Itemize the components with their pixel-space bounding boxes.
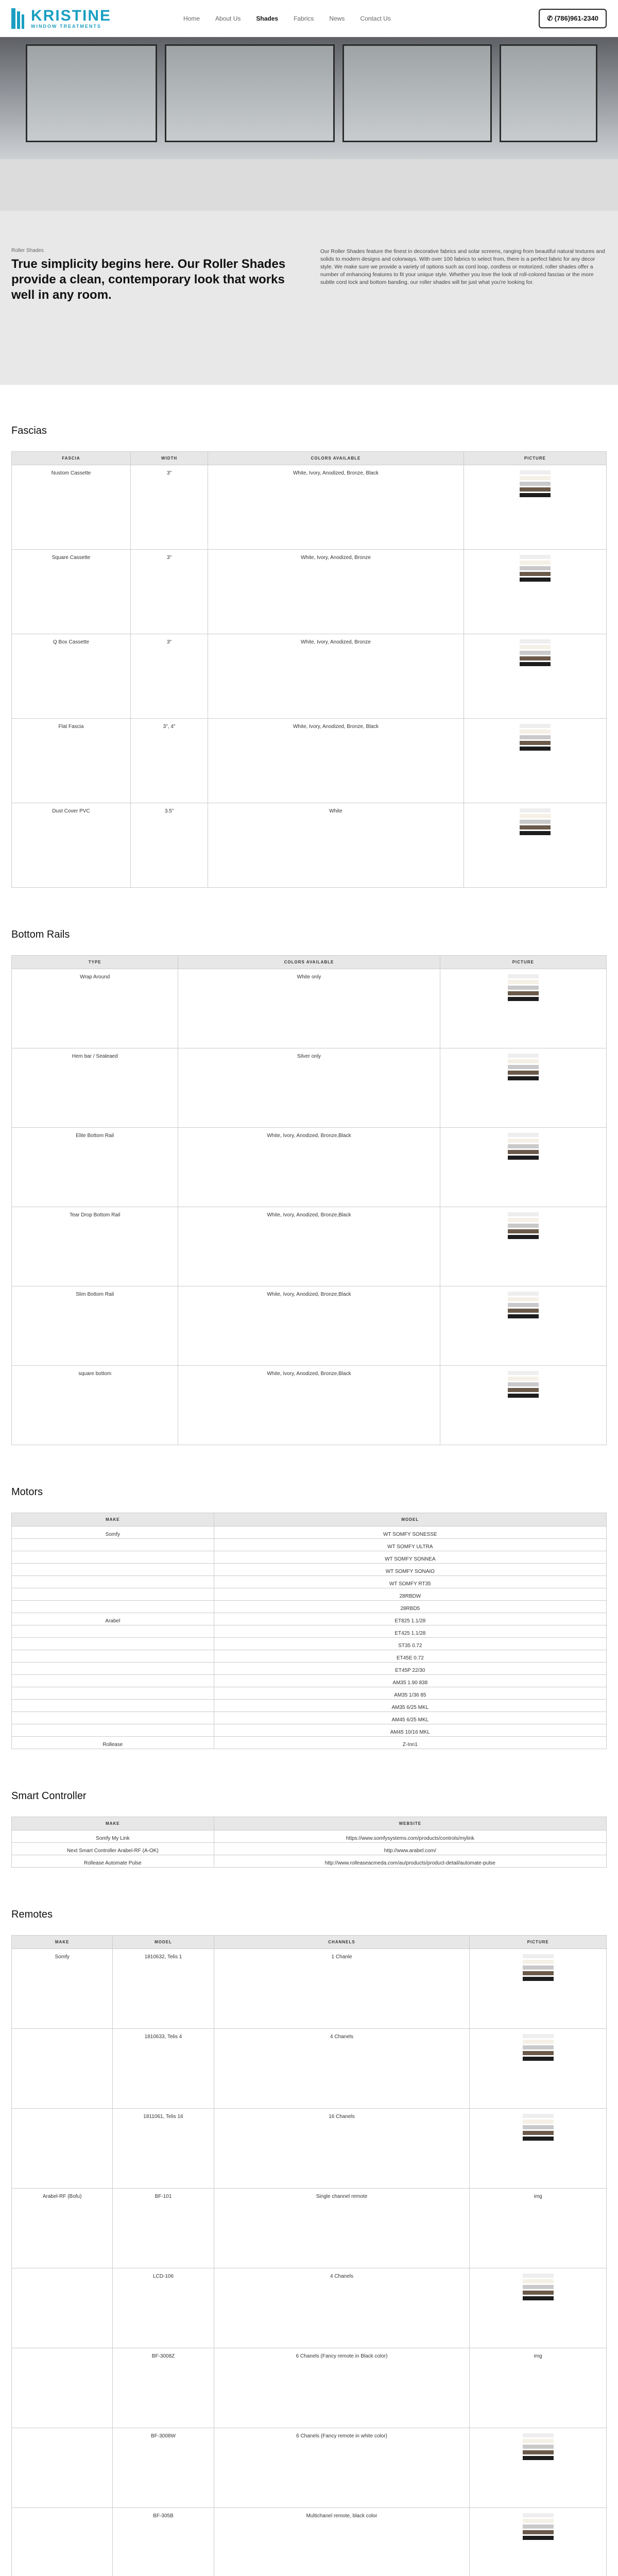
- table-row: [12, 2029, 607, 2109]
- table-cell-make: Somfy: [12, 1949, 113, 2029]
- table-cell-channels: Single channel remote: [214, 2189, 470, 2268]
- section-title: Bottom Rails: [11, 929, 70, 940]
- column-header: PICTURE: [470, 1936, 607, 1949]
- table-row: [12, 2348, 607, 2428]
- product-image: [440, 1286, 606, 1366]
- brand-logo[interactable]: [11, 8, 111, 29]
- column-header: COLORS AVAILABLE: [208, 452, 464, 465]
- table-cell-colors: White, Ivory, Anodized, Bronze,Black: [178, 1286, 440, 1366]
- table-cell-make: [12, 1650, 214, 1663]
- table-cell-channels: 1 Chanle: [214, 1949, 470, 2029]
- table-cell-channels: 16 Chanels: [214, 2109, 470, 2189]
- table-cell-site: http://www.arabel.com/: [214, 1843, 606, 1855]
- site-header: [0, 0, 618, 37]
- product-image: [440, 1128, 606, 1207]
- page-heading: True simplicity begins here. Our Roller Shades provide a clean, contemporary look that works well in any room.: [11, 257, 286, 302]
- table-cell-channels: 6 Chanels (Fancy remote in white color): [214, 2428, 470, 2508]
- motors-table: [11, 1513, 607, 1749]
- table-cell-make: [12, 1638, 214, 1650]
- table-row: [12, 2109, 607, 2189]
- table-cell-colors: Silver only: [178, 1048, 440, 1128]
- product-swatch: [440, 1133, 606, 1160]
- table-cell-make: [12, 1663, 214, 1675]
- column-header: MAKE: [12, 1936, 113, 1949]
- product-image: img: [470, 2189, 607, 2268]
- table-row: [12, 719, 607, 803]
- product-swatch: [464, 639, 606, 666]
- nav-item-home[interactable]: Home: [183, 14, 200, 22]
- product-image: [440, 969, 606, 1048]
- product-image: [464, 803, 606, 888]
- table-cell-make: [12, 2029, 113, 2109]
- table-row: [12, 1048, 607, 1128]
- table-row: [12, 1831, 607, 1843]
- product-swatch: [440, 1054, 606, 1080]
- table-cell-model: 28RBDW: [214, 1588, 606, 1601]
- table-cell-channels: 4 Chanels: [214, 2268, 470, 2348]
- table-cell-make: [12, 1724, 214, 1737]
- table-row: [12, 1286, 607, 1366]
- table-cell-model: BF-3008Z: [113, 2348, 214, 2428]
- table-row: [12, 1638, 607, 1650]
- table-cell-model: ET45E 0.72: [214, 1650, 606, 1663]
- table-cell-name: Q Box Cassette: [12, 634, 131, 719]
- main-nav: [183, 15, 391, 22]
- table-row: [12, 1207, 607, 1286]
- table-row: [12, 1949, 607, 2029]
- table-cell-model: Z-Inn1: [214, 1737, 606, 1749]
- product-image: [464, 634, 606, 719]
- nav-item-fabrics[interactable]: Fabrics: [294, 14, 314, 22]
- remotes-section: [0, 1888, 618, 2576]
- product-image: [440, 1207, 606, 1286]
- table-cell-model: WT SOMFY RT35: [214, 1576, 606, 1588]
- column-header: WEBSITE: [214, 1817, 606, 1831]
- table-cell-channels: Multichanel remote, black color: [214, 2508, 470, 2576]
- table-row: [12, 2508, 607, 2576]
- product-image: [464, 719, 606, 803]
- column-header: TYPE: [12, 956, 178, 969]
- nav-item-shades[interactable]: Shades: [256, 14, 279, 22]
- product-image: [440, 1048, 606, 1128]
- logo-mark-icon: [11, 8, 28, 29]
- table-cell-make: [12, 1675, 214, 1687]
- product-image: [470, 2029, 607, 2109]
- table-row: [12, 1700, 607, 1712]
- column-header: PICTURE: [440, 956, 606, 969]
- table-cell-make: Arabel-RF (Bofu): [12, 2189, 113, 2268]
- table-cell-make: Next Smart Controller Arabel-RF (A-OK): [12, 1843, 214, 1855]
- table-cell-make: Arabel: [12, 1613, 214, 1625]
- table-row: [12, 1564, 607, 1576]
- table-cell-name: Square Cassette: [12, 550, 131, 634]
- phone-button[interactable]: ✆ (786)961-2340: [539, 9, 607, 28]
- table-cell-name: Hem bar / Sealeaed: [12, 1048, 178, 1128]
- table-cell-make: [12, 2508, 113, 2576]
- table-row: [12, 1737, 607, 1749]
- table-row: [12, 2428, 607, 2508]
- nav-item-news[interactable]: News: [329, 14, 345, 22]
- column-header: CHANNELS: [214, 1936, 470, 1949]
- table-cell-make: [12, 1625, 214, 1638]
- table-row: [12, 1613, 607, 1625]
- table-cell-model: WT SOMFY SONNEA: [214, 1551, 606, 1564]
- table-cell-width: 3": [131, 550, 208, 634]
- table-cell-model: ST35 0.72: [214, 1638, 606, 1650]
- table-row: [12, 1855, 607, 1868]
- column-header: COLORS AVAILABLE: [178, 956, 440, 969]
- product-swatch: [470, 2034, 606, 2061]
- table-cell-width: 3", 4": [131, 719, 208, 803]
- table-cell-model: AM45 10/16 MKL: [214, 1724, 606, 1737]
- table-cell-site: https://www.somfysystems.com/products/controls/mylink: [214, 1831, 606, 1843]
- table-cell-make: [12, 2109, 113, 2189]
- product-image: [440, 1366, 606, 1445]
- table-row: [12, 550, 607, 634]
- intro-text: Our Roller Shades feature the finest in decorative fabrics and solar screens, ranging from beautiful natural textures and solids to modern designs and colorways. With over 100 fabrics to select from, there is a perfect fabric for any decor style. We make sure we provide a variety of options such as cord loop, cordless or motorized. roller shades offer a number of enhancing features to fit your unique style. Whether you love the look of roll-colored fascias or the more subtle cord lock and bottom banding, our roller shades will be just what you're looking for.: [320, 248, 605, 285]
- table-cell-model: BF-3008W: [113, 2428, 214, 2508]
- nav-item-contact-us[interactable]: Contact Us: [360, 14, 391, 22]
- fascias-table: [11, 451, 607, 888]
- table-cell-channels: 6 Chanels (Fancy remote in Black color): [214, 2348, 470, 2428]
- table-row: [12, 1663, 607, 1675]
- table-row: [12, 1675, 607, 1687]
- product-swatch: [470, 2433, 606, 2460]
- table-cell-model: WT SOMFY ULTRA: [214, 1539, 606, 1551]
- product-swatch: [464, 808, 606, 835]
- product-swatch: [470, 2274, 606, 2300]
- table-cell-model: 28RBD5: [214, 1601, 606, 1613]
- table-cell-colors: White, Ivory, Anodized, Bronze,Black: [178, 1207, 440, 1286]
- table-row: [12, 1712, 607, 1724]
- product-image: [464, 550, 606, 634]
- table-cell-channels: 4 Chanels: [214, 2029, 470, 2109]
- section-title: Motors: [11, 1486, 43, 1498]
- product-swatch: [470, 2114, 606, 2141]
- product-image: [470, 1949, 607, 2029]
- table-cell-make: [12, 1687, 214, 1700]
- table-cell-model: LCD-106: [113, 2268, 214, 2348]
- bottom-rails-table: [11, 955, 607, 1445]
- table-row: [12, 1650, 607, 1663]
- table-cell-model: AM45 6/25 MKL: [214, 1712, 606, 1724]
- table-cell-make: Rollease: [12, 1737, 214, 1749]
- table-cell-model: AM35 1/36 85: [214, 1687, 606, 1700]
- table-cell-name: Flat Fascia: [12, 719, 131, 803]
- table-cell-make: [12, 1539, 214, 1551]
- product-swatch: [470, 1954, 606, 1981]
- table-row: [12, 2268, 607, 2348]
- product-swatch: [440, 1371, 606, 1398]
- remotes-table: [11, 1935, 607, 2576]
- fascias-section: [0, 385, 618, 908]
- section-title: Fascias: [11, 425, 47, 436]
- table-cell-make: [12, 1601, 214, 1613]
- section-title: Smart Controller: [11, 1790, 87, 1802]
- product-swatch: [440, 974, 606, 1001]
- table-cell-colors: White, Ivory, Anodized, Bronze, Black: [208, 719, 464, 803]
- table-row: [12, 1576, 607, 1588]
- table-cell-model: AM35 6/25 MKL: [214, 1700, 606, 1712]
- table-cell-name: Nustom Cassette: [12, 465, 131, 550]
- table-cell-model: BF-101: [113, 2189, 214, 2268]
- table-cell-colors: White, Ivory, Anodized, Bronze: [208, 550, 464, 634]
- product-swatch: [464, 724, 606, 751]
- product-swatch: [464, 470, 606, 497]
- table-row: [12, 1687, 607, 1700]
- table-cell-make: [12, 2348, 113, 2428]
- table-cell-make: [12, 1576, 214, 1588]
- table-cell-name: Dust Cover PVC: [12, 803, 131, 888]
- column-header: WIDTH: [131, 452, 208, 465]
- table-row: [12, 803, 607, 888]
- table-cell-name: Slim Bottom Rail: [12, 1286, 178, 1366]
- table-row: [12, 1539, 607, 1551]
- motors-section: [0, 1466, 618, 1770]
- product-image: [470, 2428, 607, 2508]
- intro-section: [0, 211, 618, 385]
- column-header: MAKE: [12, 1817, 214, 1831]
- table-row: [12, 1724, 607, 1737]
- column-header: PICTURE: [464, 452, 606, 465]
- table-cell-name: square bottom: [12, 1366, 178, 1445]
- table-row: [12, 1128, 607, 1207]
- table-row: [12, 1601, 607, 1613]
- table-row: [12, 1366, 607, 1445]
- table-row: [12, 1527, 607, 1539]
- brand-name: KRISTINE: [31, 7, 112, 24]
- table-cell-colors: White, Ivory, Anodized, Bronze,Black: [178, 1366, 440, 1445]
- table-cell-make: [12, 1700, 214, 1712]
- table-cell-name: Wrap Around: [12, 969, 178, 1048]
- table-cell-model: ET825 1.1/28: [214, 1613, 606, 1625]
- table-cell-model: WT SOMFY SONESSE: [214, 1527, 606, 1539]
- bottom-rails-section: [0, 908, 618, 1466]
- table-cell-make: [12, 1712, 214, 1724]
- table-cell-make: [12, 1564, 214, 1576]
- product-image: [470, 2109, 607, 2189]
- table-cell-make: [12, 1551, 214, 1564]
- column-header: FASCIA: [12, 452, 131, 465]
- table-cell-model: BF-305B: [113, 2508, 214, 2576]
- table-cell-width: 3.5": [131, 803, 208, 888]
- product-image: [470, 2268, 607, 2348]
- nav-item-about-us[interactable]: About Us: [215, 14, 241, 22]
- column-header: MODEL: [113, 1936, 214, 1949]
- table-cell-colors: White only: [178, 969, 440, 1048]
- table-cell-make: Somfy My Link: [12, 1831, 214, 1843]
- product-swatch: [440, 1292, 606, 1318]
- table-cell-make: [12, 2268, 113, 2348]
- table-cell-model: AM35 1.90 838: [214, 1675, 606, 1687]
- table-cell-model: ET45P 22/30: [214, 1663, 606, 1675]
- table-cell-name: Elite Bottom Rail: [12, 1128, 178, 1207]
- table-row: [12, 1588, 607, 1601]
- product-image: img: [470, 2348, 607, 2428]
- product-swatch: [464, 555, 606, 582]
- table-cell-width: 3": [131, 634, 208, 719]
- table-cell-model: 1811061, Telis 16: [113, 2109, 214, 2189]
- table-row: [12, 465, 607, 550]
- product-image: [464, 465, 606, 550]
- smart-controller-section: [0, 1770, 618, 1888]
- table-cell-site: http://www.rolleaseacmeda.com/au/products/product-detail/automate-pulse: [214, 1855, 606, 1868]
- table-cell-make: Rollease Automate Pulse: [12, 1855, 214, 1868]
- smart-controller-table: [11, 1817, 607, 1868]
- table-cell-model: WT SOMFY SONAIO: [214, 1564, 606, 1576]
- brand-tagline: WINDOW TREATMENTS: [31, 23, 101, 29]
- table-cell-model: 1810632, Telis 1: [113, 1949, 214, 2029]
- table-row: [12, 1625, 607, 1638]
- table-cell-colors: White, Ivory, Anodized, Bronze: [208, 634, 464, 719]
- table-cell-colors: White, Ivory, Anodized, Bronze,Black: [178, 1128, 440, 1207]
- table-row: [12, 1843, 607, 1855]
- table-cell-make: Somfy: [12, 1527, 214, 1539]
- table-cell-make: [12, 1588, 214, 1601]
- section-title: Remotes: [11, 1909, 53, 1920]
- table-cell-colors: White: [208, 803, 464, 888]
- breadcrumb[interactable]: Roller Shades: [11, 248, 44, 253]
- table-cell-colors: White, Ivory, Anodized, Bronze, Black: [208, 465, 464, 550]
- column-header: MAKE: [12, 1513, 214, 1527]
- table-row: [12, 969, 607, 1048]
- product-swatch: [470, 2513, 606, 2540]
- table-cell-model: ET425 1.1/28: [214, 1625, 606, 1638]
- table-cell-model: 1810633, Telis 4: [113, 2029, 214, 2109]
- table-row: [12, 1551, 607, 1564]
- table-row: [12, 2189, 607, 2268]
- table-cell-width: 3": [131, 465, 208, 550]
- column-header: MODEL: [214, 1513, 606, 1527]
- table-cell-make: [12, 2428, 113, 2508]
- product-image: [470, 2508, 607, 2576]
- product-swatch: [440, 1212, 606, 1239]
- table-row: [12, 634, 607, 719]
- phone-number: (786)961-2340: [554, 14, 598, 22]
- table-cell-name: Tear Drop Bottom Rail: [12, 1207, 178, 1286]
- hero-image: [0, 37, 618, 211]
